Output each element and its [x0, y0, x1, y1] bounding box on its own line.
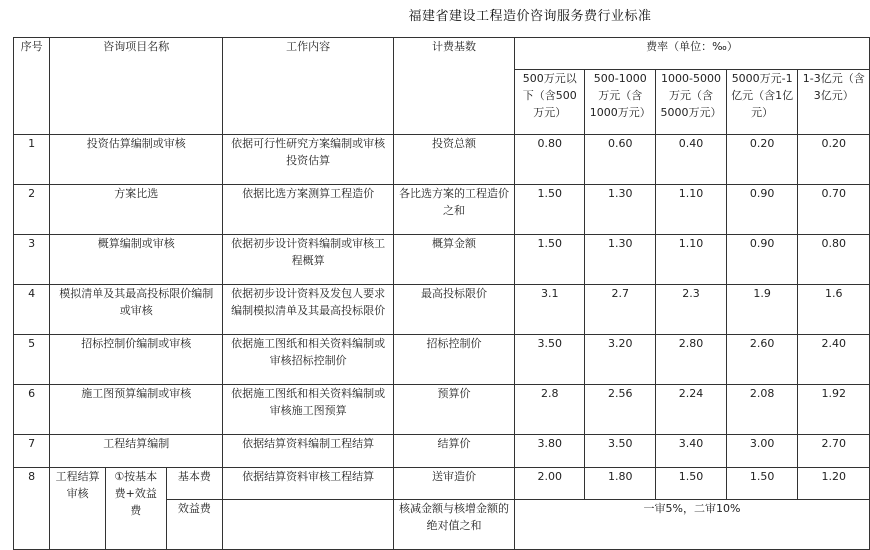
- header-band-4: 5000万元-1亿元（含1亿元）: [726, 70, 798, 135]
- row-seq: 4: [14, 285, 50, 335]
- fee-method: ①按基本费+效益费: [105, 468, 166, 550]
- row-rate: 1.6: [798, 285, 870, 335]
- row-item-name: 模拟清单及其最高投标限价编制或审核: [50, 285, 223, 335]
- row-item-name: 方案比选: [50, 185, 223, 235]
- row-rate: 3.40: [656, 435, 727, 468]
- row-item-name: 招标控制价编制或审核: [50, 335, 223, 385]
- row-rate: 1.20: [798, 468, 870, 500]
- row-seq: 5: [14, 335, 50, 385]
- header-row: [14, 38, 870, 70]
- row-rate: 2.08: [726, 385, 798, 435]
- row-rate: 3.20: [585, 335, 656, 385]
- bonus-fee-label: 效益费: [166, 500, 223, 550]
- row-work-content: 依据施工图纸和相关资料编制或审核招标控制价: [223, 335, 394, 385]
- row-rate: 0.80: [514, 135, 585, 185]
- row-rate: 1.50: [726, 468, 798, 500]
- row-seq: 1: [14, 135, 50, 185]
- row-fee-basis: 招标控制价: [394, 335, 515, 385]
- row-work-content: 依据可行性研究方案编制或审核投资估算: [223, 135, 394, 185]
- row-item-name: 工程结算审核: [50, 468, 106, 550]
- header-band-1: 500万元以下（含500万元）: [514, 70, 585, 135]
- row-rate: 0.90: [726, 185, 798, 235]
- table-row: [14, 335, 870, 385]
- row-fee-basis: 各比选方案的工程造价之和: [394, 185, 515, 235]
- header-item-name: 咨询项目名称: [50, 38, 223, 135]
- row-item-name: 工程结算编制: [50, 435, 223, 468]
- row-rate: 2.56: [585, 385, 656, 435]
- row-seq: 8: [14, 468, 50, 550]
- table-row: [14, 235, 870, 285]
- row-item-name: 投资估算编制或审核: [50, 135, 223, 185]
- header-band-3: 1000-5000万元（含5000万元）: [656, 70, 727, 135]
- row-rate: 1.10: [656, 185, 727, 235]
- row-work-content: 依据结算资料编制工程结算: [223, 435, 394, 468]
- row-rate: 1.50: [514, 185, 585, 235]
- fee-standard-table: [13, 37, 870, 550]
- header-rate: 费率（单位：‰）: [514, 38, 869, 70]
- row-rate: 2.3: [656, 285, 727, 335]
- row-seq: 3: [14, 235, 50, 285]
- table-row: [14, 385, 870, 435]
- row-rate: 1.50: [656, 468, 727, 500]
- row-rate: 2.70: [798, 435, 870, 468]
- row-fee-basis: 结算价: [394, 435, 515, 468]
- table-row: [14, 285, 870, 335]
- header-band-2: 500-1000万元（含1000万元）: [585, 70, 656, 135]
- row-rate: 2.00: [514, 468, 585, 500]
- row-work-content: 依据施工图纸和相关资料编制或审核施工图预算: [223, 385, 394, 435]
- bonus-work-content: [223, 500, 394, 550]
- row-rate: 0.60: [585, 135, 656, 185]
- header-band-5: 1-3亿元（含3亿元）: [798, 70, 870, 135]
- table-row-settlement-audit: [14, 468, 870, 500]
- row-rate: 2.7: [585, 285, 656, 335]
- row-item-name: 施工图预算编制或审核: [50, 385, 223, 435]
- row-rate: 1.30: [585, 235, 656, 285]
- row-rate: 0.20: [726, 135, 798, 185]
- row-fee-basis: 概算金额: [394, 235, 515, 285]
- row-rate: 3.50: [514, 335, 585, 385]
- row-seq: 2: [14, 185, 50, 235]
- row-work-content: 依据结算资料审核工程结算: [223, 468, 394, 500]
- row-rate: 0.40: [656, 135, 727, 185]
- row-rate: 3.50: [585, 435, 656, 468]
- row-rate: 1.10: [656, 235, 727, 285]
- row-work-content: 依据初步设计资料及发包人要求编制模拟清单及其最高投标限价: [223, 285, 394, 335]
- row-rate: 3.80: [514, 435, 585, 468]
- header-fee-basis: 计费基数: [394, 38, 515, 135]
- row-fee-basis: 最高投标限价: [394, 285, 515, 335]
- row-rate: 2.24: [656, 385, 727, 435]
- row-fee-basis: 送审造价: [394, 468, 515, 500]
- row-rate: 3.1: [514, 285, 585, 335]
- row-rate: 1.50: [514, 235, 585, 285]
- bonus-rate: 一审5%，二审10%: [514, 500, 869, 550]
- row-rate: 2.8: [514, 385, 585, 435]
- table-title: 福建省建设工程造价咨询服务费行业标准: [408, 9, 652, 24]
- row-fee-basis: 预算价: [394, 385, 515, 435]
- row-work-content: 依据比选方案测算工程造价: [223, 185, 394, 235]
- row-rate: 2.40: [798, 335, 870, 385]
- row-seq: 6: [14, 385, 50, 435]
- row-rate: 1.30: [585, 185, 656, 235]
- row-rate: 0.90: [726, 235, 798, 285]
- row-rate: 1.9: [726, 285, 798, 335]
- header-work-content: 工作内容: [223, 38, 394, 135]
- row-rate: 1.80: [585, 468, 656, 500]
- row-rate: 0.20: [798, 135, 870, 185]
- table-row: [14, 185, 870, 235]
- row-seq: 7: [14, 435, 50, 468]
- header-seq: 序号: [14, 38, 50, 135]
- row-work-content: 依据初步设计资料编制或审核工程概算: [223, 235, 394, 285]
- row-rate: 0.80: [798, 235, 870, 285]
- row-rate: 2.80: [656, 335, 727, 385]
- row-rate: 0.70: [798, 185, 870, 235]
- table-row: [14, 135, 870, 185]
- row-fee-basis: 投资总额: [394, 135, 515, 185]
- row-rate: 2.60: [726, 335, 798, 385]
- row-rate: 3.00: [726, 435, 798, 468]
- table-row: [14, 435, 870, 468]
- row-rate: 1.92: [798, 385, 870, 435]
- row-item-name: 概算编制或审核: [50, 235, 223, 285]
- bonus-fee-basis: 核减金额与核增金额的绝对值之和: [394, 500, 515, 550]
- basic-fee-label: 基本费: [166, 468, 223, 500]
